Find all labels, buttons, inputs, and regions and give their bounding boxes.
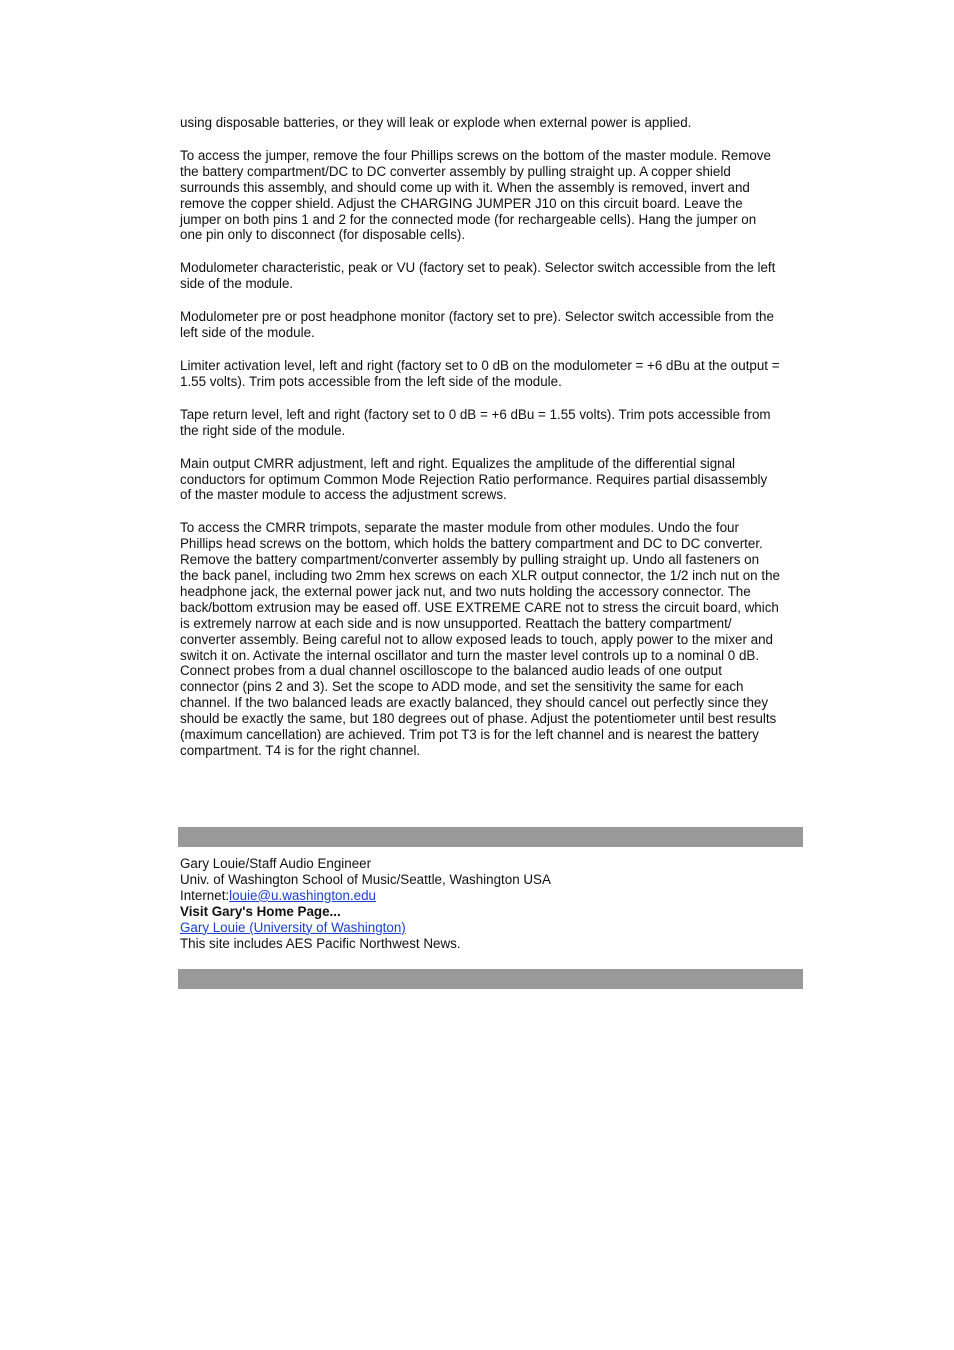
- paragraph-disposable-batteries: using disposable batteries, or they will leak or explode when external power is applied.: [180, 115, 692, 130]
- email-link[interactable]: louie@u.washington.edu: [229, 887, 376, 903]
- paragraph-cmrr-procedure: To access the CMRR trimpots, separate the master module from other modules. Undo the four Phillips head screws on the bottom, which holds the battery compartment and DC to DC converter. Remove the battery compartment/converter assembly by pulling straight up. Undo all fasteners on the back panel, including two 2mm hex screws on each XLR output connector, the 1/2 inch nut on the headphone jack, the external power jack nut, and two nuts holding the accessory connector. The back/bottom extrusion may be eased off. USE EXTREME CARE not to stress the circuit board, which is extremely narrow at each side and is now unsupported. Reattach the battery compartment/ converter assembly. Being careful not to allow exposed leads to touch, apply power to the mixer and switch it on. Activate the internal oscillator and turn the master level controls up to a nominal 0 dB. Connect probes from a dual channel oscilloscope to the balanced audio leads of one output connector (pins 2 and 3). Set the scope to ADD mode, and set the sensitivity the same for each channel. If the two balanced leads are exactly balanced, they should cancel out perfectly since they should be exactly the same, but 180 degrees out of phase. Adjust the potentiometer until best results (maximum cancellation) are achieved. Trim pot T3 is for the left channel and is nearest the battery compartment. T4 is for the right channel.: [180, 520, 780, 758]
- horizontal-rule-top: [178, 827, 803, 847]
- paragraph-charging-jumper: To access the jumper, remove the four Phillips screws on the bottom of the master module. Remove the battery compartment/DC to DC converter assembly by pulling straight up. A copper shield surrounds this assembly, and should come up with it. When the assembly is removed, invert and remove the copper shield. Adjust the CHARGING JUMPER J10 on this circuit board. Leave the jumper on both pins 1 and 2 for the connected mode (for rechargeable cells). Hang the jumper on one pin only to disconnect (for disposable cells).: [180, 147, 771, 243]
- home-page-heading: Visit Gary's Home Page...: [180, 903, 341, 919]
- internet-line: [180, 888, 800, 904]
- footer-signature: [180, 856, 800, 951]
- paragraph-cmrr-adjustment: Main output CMRR adjustment, left and right. Equalizes the amplitude of the differential signal conductors for optimum Common Mode Rejection Ratio performance. Requires partial disassembly of the master module to access the adjustment screws.: [180, 455, 768, 503]
- document-body: [180, 115, 780, 776]
- internet-label: Internet:: [180, 887, 230, 903]
- paragraph-tape-return: Tape return level, left and right (factory set to 0 dB = +6 dBu = 1.55 volts). Trim pots accessible from the right side of the module.: [180, 406, 771, 438]
- affiliation-line: Univ. of Washington School of Music/Seattle, Washington USA: [180, 871, 551, 887]
- horizontal-rule-bottom: [178, 969, 803, 989]
- home-page-line: [180, 920, 800, 936]
- paragraph-modulometer-characteristic: Modulometer characteristic, peak or VU (factory set to peak). Selector switch accessible from the left side of the module.: [180, 260, 776, 292]
- site-note: This site includes AES Pacific Northwest News.: [180, 935, 461, 951]
- paragraph-limiter-level: Limiter activation level, left and right (factory set to 0 dB on the modulometer = +6 dBu at the output = 1.55 volts). Trim pots accessible from the left side of the module.: [180, 357, 780, 389]
- home-page-link[interactable]: Gary Louie (University of Washington): [180, 919, 406, 935]
- paragraph-modulometer-monitor: Modulometer pre or post headphone monitor (factory set to pre). Selector switch accessible from the left side of the module.: [180, 309, 774, 341]
- author-line: Gary Louie/Staff Audio Engineer: [180, 856, 372, 871]
